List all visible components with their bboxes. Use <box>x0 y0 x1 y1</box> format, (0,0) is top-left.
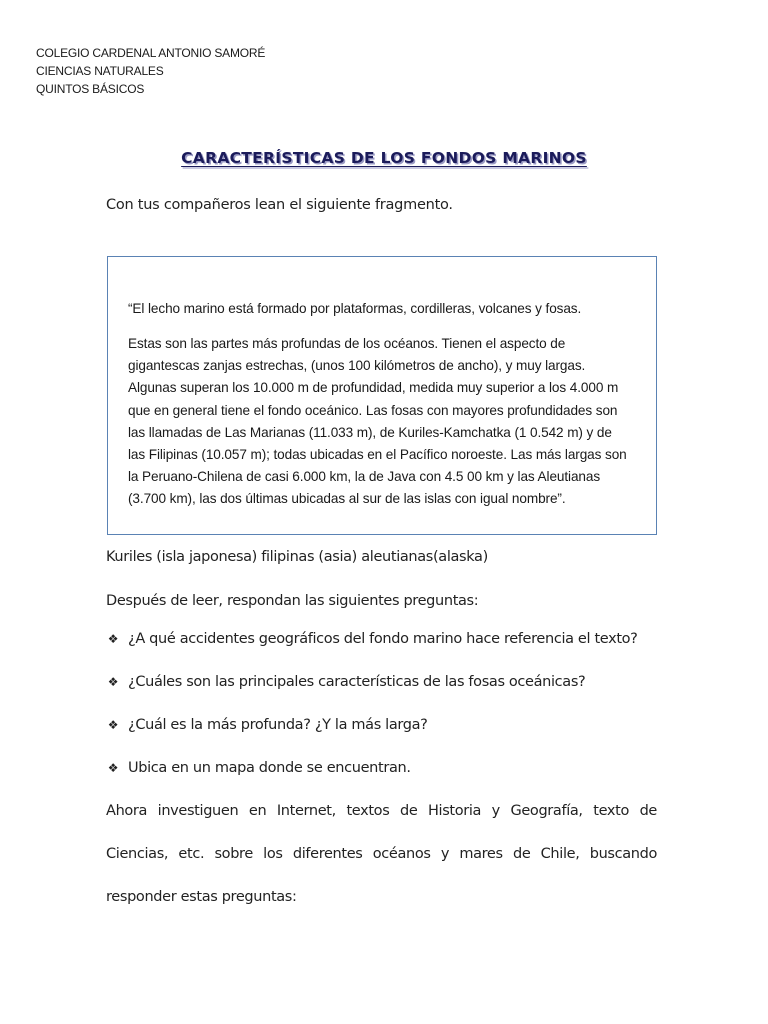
locations-note: Kuriles (isla japonesa) filipinas (asia) aleutianas(alaska) <box>106 549 488 565</box>
question-text: Ubica en un mapa donde se encuentran. <box>128 760 411 776</box>
quote-line: que en general tiene el fondo oceánico. Las fosas con mayores profundidades son <box>128 402 618 418</box>
diamond-bullet-icon: ❖ <box>107 718 119 732</box>
quote-line: la Peruano-Chilena de casi 6.000 km, la de Java con 4.5 00 km y las Aleutianas <box>128 469 601 485</box>
diamond-bullet-icon: ❖ <box>107 675 119 689</box>
quote-line: gigantescas zanjas estrechas, (unos 100 kilómetros de ancho), y muy largas. <box>128 358 586 374</box>
quote-line: Estas son las partes más profundas de los océanos. Tienen el aspecto de <box>128 336 566 351</box>
quote-line: las Filipinas (10.057 m); todas ubicadas en el Pacífico noroeste. Las más largas son <box>128 447 627 463</box>
question-item <box>106 717 427 733</box>
diamond-bullet-icon: ❖ <box>107 761 119 775</box>
quote-box <box>107 256 657 535</box>
question-item <box>106 631 638 647</box>
question-text: ¿Cuál es la más profunda? ¿Y la más larga? <box>128 717 428 733</box>
subject-name: CIENCIAS NATURALES <box>36 64 164 78</box>
quote-body <box>128 333 643 511</box>
intro-text: Con tus compañeros lean el siguiente fragmento. <box>106 197 453 213</box>
quote-line: las llamadas de Las Marianas (11.033 m), de Kuriles-Kamchatka (1 0.542 m) y de <box>128 424 612 440</box>
question-item <box>106 760 411 776</box>
document-title: CARACTERÍSTICAS DE LOS FONDOS MARINOS <box>181 149 587 167</box>
research-line: Ahora investiguen en Internet, textos de Historia y Geografía, texto de <box>106 803 657 819</box>
quote-line: (3.700 km), las dos últimas ubicadas al sur de las islas con igual nombre”. <box>128 491 566 507</box>
quote-line: Algunas superan los 10.000 m de profundidad, medida muy superior a los 4.000 m <box>128 380 619 396</box>
question-text: ¿A qué accidentes geográficos del fondo marino hace referencia el texto? <box>128 631 638 647</box>
research-line: Ciencias, etc. sobre los diferentes océanos y mares de Chile, buscando <box>106 846 657 862</box>
quote-first-line: “El lecho marino está formado por plataformas, cordilleras, volcanes y fosas. <box>128 301 582 316</box>
grade-level: QUINTOS BÁSICOS <box>36 82 145 96</box>
research-line: responder estas preguntas: <box>106 889 297 905</box>
question-text: ¿Cuáles son las principales características de las fosas oceánicas? <box>128 674 586 690</box>
school-header <box>36 44 265 98</box>
diamond-bullet-icon: ❖ <box>107 632 119 646</box>
school-name: COLEGIO CARDENAL ANTONIO SAMORÉ <box>36 46 266 60</box>
instructions-text: Después de leer, respondan las siguientes preguntas: <box>106 593 479 609</box>
question-item <box>106 674 585 690</box>
